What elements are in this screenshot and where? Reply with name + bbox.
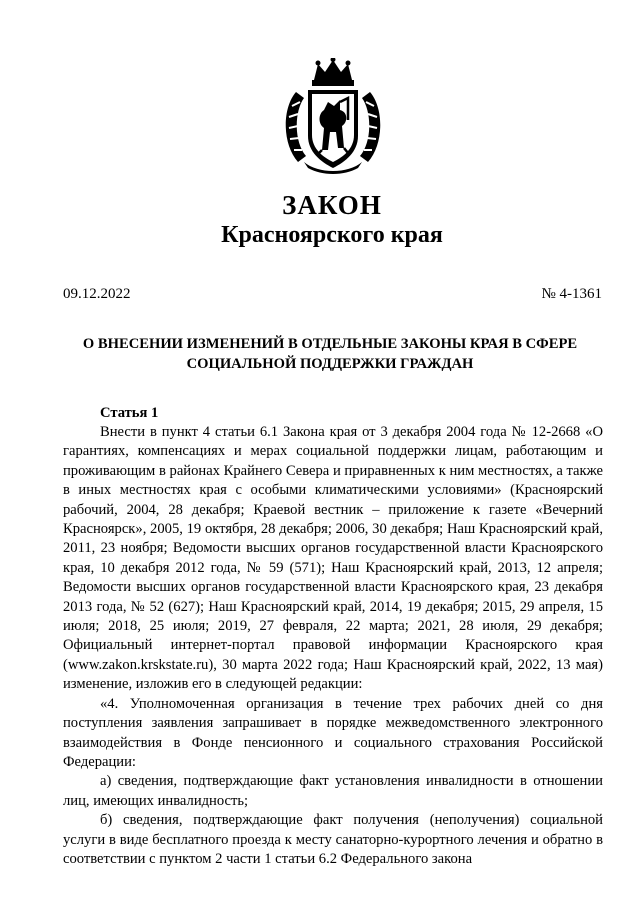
paragraph-3: а) сведения, подтверждающие факт установления инвалидности в отношении лиц, имеющих инвалидность; [63,773,603,809]
paragraph-4: б) сведения, подтверждающие факт получения (неполучения) социальной услуги в виде бесплатного проезда к месту санаторно-курортного лечения и обратно в соответствии с пунктом 2 части 1 статьи 6.2 Федерального закона [63,812,603,867]
law-subtitle: Красноярского края [221,222,443,248]
document-number: № 4-1361 [541,286,602,302]
heading-line-1: О ВНЕСЕНИИ ИЗМЕНЕНИЙ В ОТДЕЛЬНЫЕ ЗАКОНЫ КРАЯ В СФЕРЕ [82,336,578,352]
document-heading [60,334,600,374]
heading-line-2: СОЦИАЛЬНОЙ ПОДДЕРЖКИ ГРАЖДАН [186,356,474,372]
document-date: 09.12.2022 [63,286,131,302]
law-title: ЗАКОН [282,190,382,220]
paragraph-1: Внести в пункт 4 статьи 6.1 Закона края от 3 декабря 2004 года № 12-2668 «О гарантиях, компенсациях и мерах социальной поддержки лицам, работающим и проживающим в районах Крайнего Севера и приравненных к ним местностях, а также в иных местностях края с особыми климатическими условиями» (Красноярский рабочий, 2004, 28 декабря; Краевой вестник – приложение к газете «Вечерний Красноярск», 2005, 19 октября, 28 декабря; 2006, 30 декабря; Наш Красноярский край, 2011, 23 ноября; Ведомости высших органов государственной власти Красноярского края, 10 декабря 2012 года, № 59 (571); Наш Красноярский край, 2013, 12 апреля; Ведомости высших органов государственной власти Красноярского края, 23 декабря 2013 года, № 52 (627); Наш Красноярский край, 2014, 19 декабря; 2015, 29 апреля, 15 июля; 2018, 25 июля; 2019, 27 февраля, 22 марта; 2021, 28 июля, 29 декабря; Официальный интернет-портал правовой информации Красноярского края (www.zakon.krskstate.ru), 30 марта 2022 года; Наш Красноярский край, 2022, 13 мая) изменение, изложив его в следующей редакции: [63,424,603,693]
article-title: Статья 1 [100,405,159,421]
article-body [63,423,603,869]
coat-of-arms-icon [278,58,388,176]
paragraph-2: «4. Уполномоченная организация в течение трех рабочих дней со дня поступления заявления запрашивает в порядке межведомственного электронного взаимодействия в Фонде пенсионного и социального страхования Российской Федерации: [63,695,603,770]
